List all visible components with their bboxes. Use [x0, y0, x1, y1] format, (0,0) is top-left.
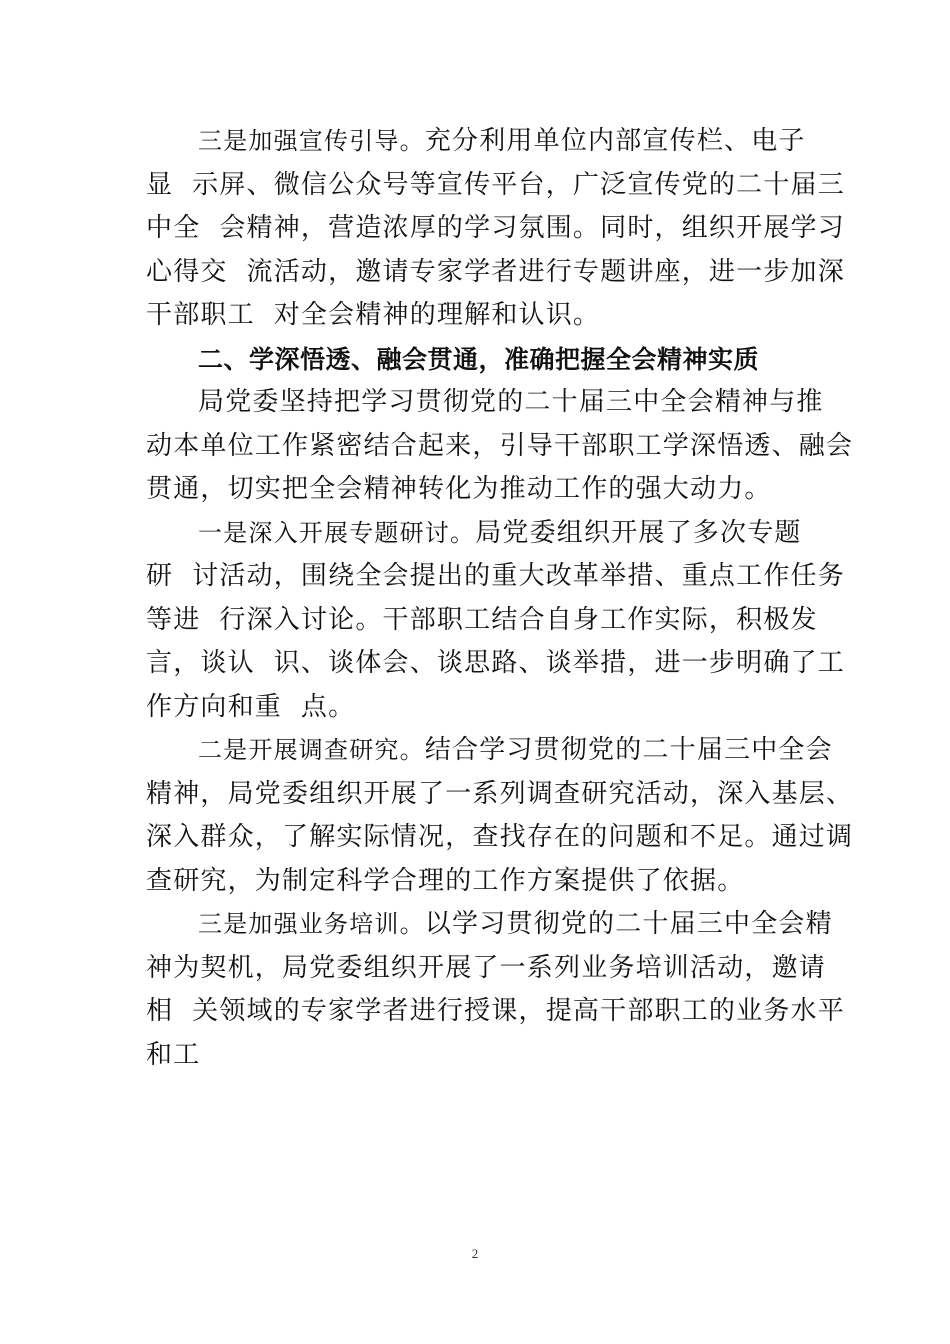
paragraph-line: 局党委坚持把学习贯彻党的二十届三中全会精神与推 [198, 387, 824, 417]
paragraph-line [146, 120, 818, 164]
paragraph-line [146, 903, 833, 947]
page-number: 2 [471, 1246, 479, 1261]
paragraph-research [146, 729, 854, 903]
paragraph-line: 作方向和重 点。 [146, 691, 356, 722]
paragraph-line: 查研究，为制定科学合理的工作方案提供了依据。 [146, 865, 745, 896]
paragraph-lead: 三是加强宣传引导。 [198, 127, 425, 155]
paragraph-line: 言，谈认 识、谈体会、谈思路、谈举措，进一步明确了工 [146, 648, 845, 678]
paragraph-seminar [146, 512, 845, 730]
paragraph-line: 神为契机，局党委组织开展了一系列业务培训活动，邀请 [146, 952, 827, 983]
paragraph-publicity [146, 120, 845, 338]
paragraph-line: 和工 [146, 1039, 201, 1070]
paragraph-line: 等进 行深入讨论。干部职工结合自身工作实际，积极发 [146, 604, 818, 635]
paragraph-line: 动本单位工作紧密结合起来，引导干部职工学深悟透、融会 [146, 430, 854, 461]
paragraph-text: 结合学习贯彻党的二十届三中全会 [424, 735, 833, 765]
paragraph-training [146, 903, 845, 1077]
document-body [146, 120, 854, 1077]
paragraph-line: 显 示屏、微信公众号等宣传平台，广泛宣传党的二十届三 [146, 169, 845, 200]
section-heading: 二、学深悟透、融会贯通，准确把握全会精神实质 [198, 344, 760, 374]
paragraph-text: 局党委组织开展了多次专题 [475, 517, 802, 548]
paragraph-lead: 三是加强业务培训。 [198, 910, 425, 938]
paragraph-lead: 二是开展调查研究。 [198, 736, 425, 764]
paragraph-lead: 一是深入开展专题研讨。 [198, 518, 476, 547]
paragraph-line: 深入群众，了解实际情况，查找存在的问题和不足。通过调 [146, 822, 854, 852]
paragraph-line [146, 512, 818, 556]
paragraph-line: 精神，局党委组织开展了一系列调查研究活动，深入基层、 [146, 778, 854, 809]
paragraph-line [146, 729, 833, 773]
paragraph-intro [146, 381, 854, 512]
paragraph-line: 相 关领域的专家学者进行授课，提高干部职工的业务水平 [146, 996, 845, 1026]
paragraph-text: 充分利用单位内部宣传栏、电子 [424, 126, 806, 156]
paragraph-text: 以学习贯彻党的二十届三中全会精 [424, 909, 833, 939]
paragraph-line: 贯通，切实把全会精神转化为推动工作的强大动力。 [146, 474, 772, 504]
paragraph-line: 心得交 流活动，邀请专家学者进行专题讲座，进一步加深 [146, 256, 845, 287]
paragraph-line: 中全 会精神，营造浓厚的学习氛围。同时，组织开展学习 [146, 213, 845, 243]
paragraph-line: 干部职工 对全会精神的理解和认识。 [146, 300, 601, 330]
paragraph-line: 研 讨活动，围绕全会提出的重大改革举措、重点工作任务 [146, 561, 845, 591]
